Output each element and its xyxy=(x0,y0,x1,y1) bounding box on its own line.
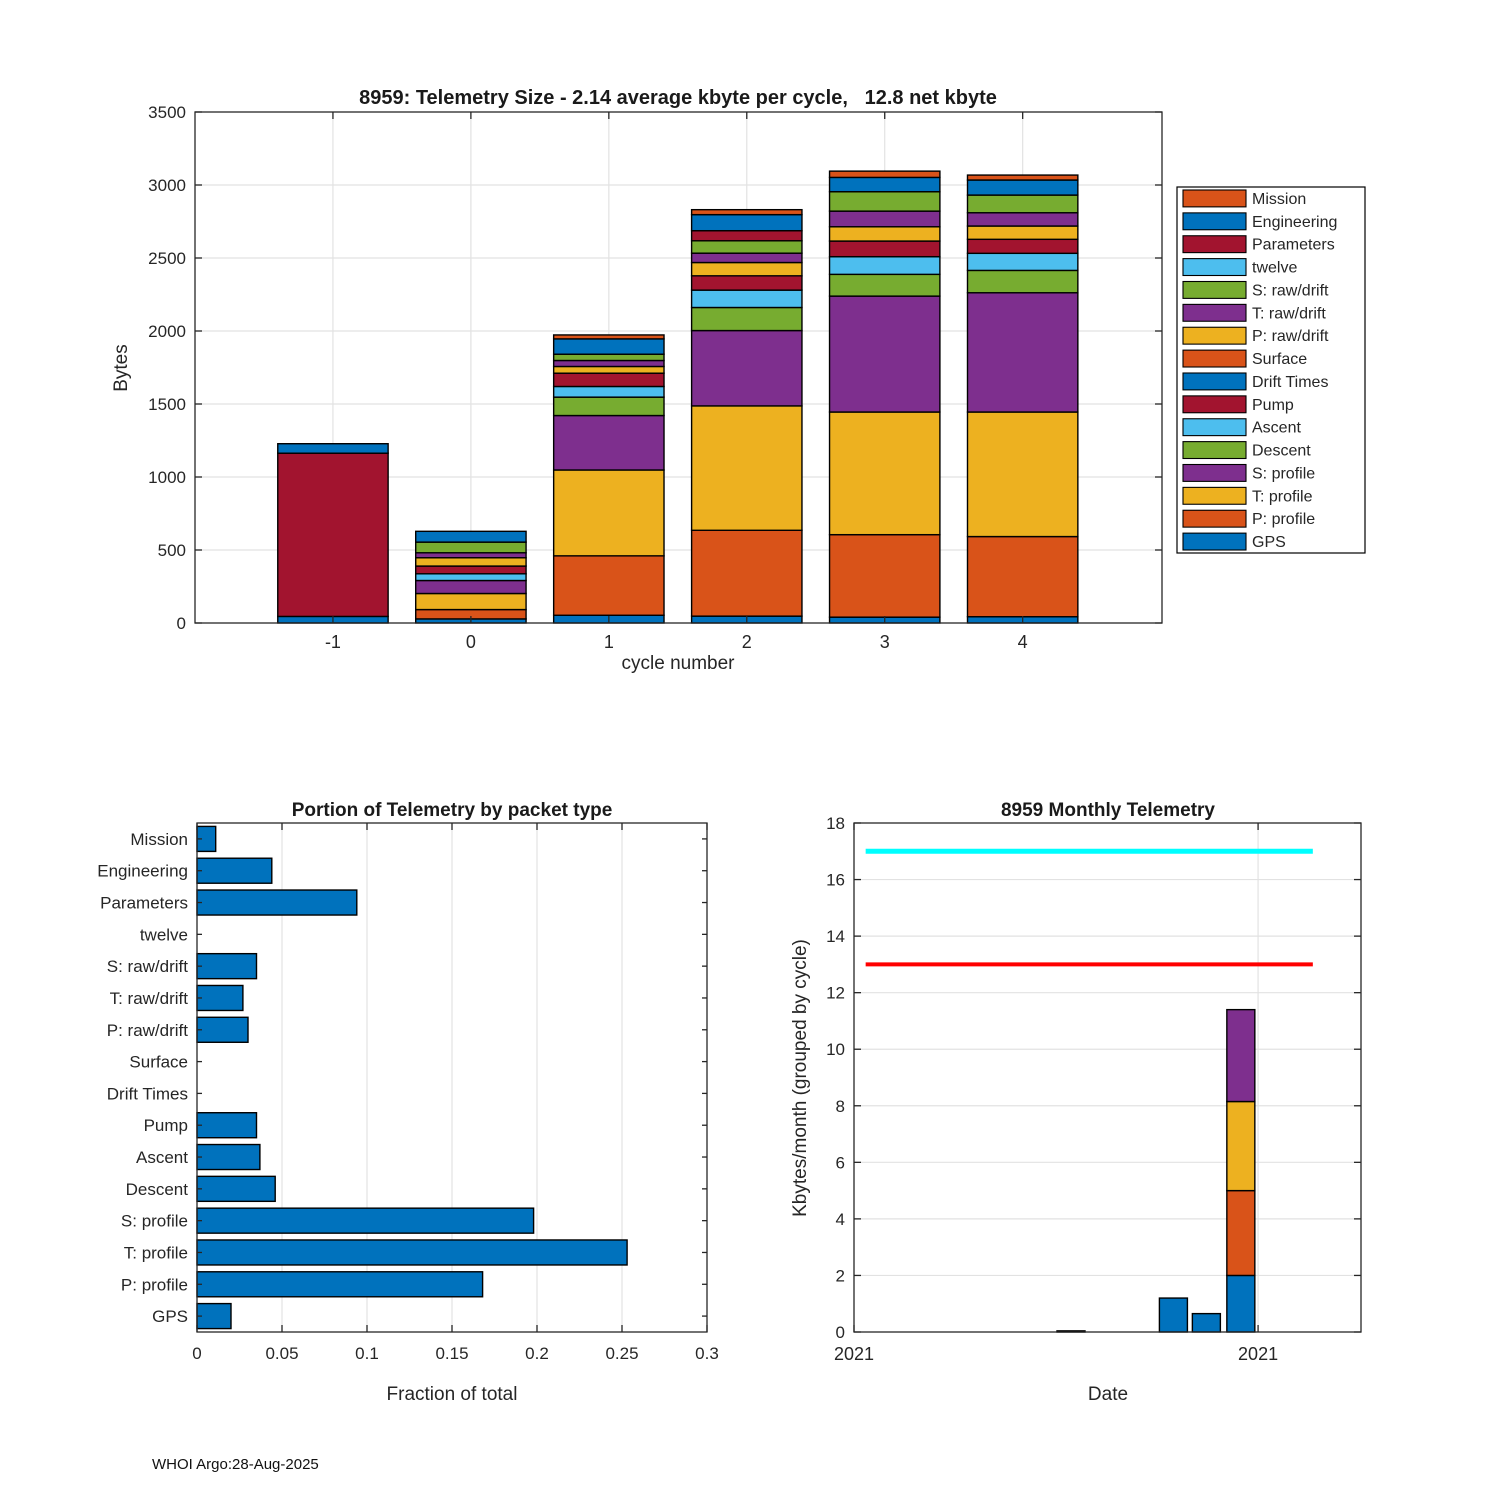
x-tick-label: 4 xyxy=(1017,632,1028,652)
legend-swatch xyxy=(1183,236,1246,253)
y-tick-label: 1500 xyxy=(148,395,186,414)
bar-segment-p--profile xyxy=(554,556,664,615)
category-label: S: raw/drift xyxy=(106,957,188,977)
x-tick-label: 2 xyxy=(741,632,752,652)
x-tick-label: 0.05 xyxy=(265,1344,299,1363)
legend-label: P: profile xyxy=(1252,511,1316,529)
bar-segment-p--raw-drift xyxy=(416,558,526,566)
category-label: twelve xyxy=(139,925,188,945)
bar-segment-p--profile xyxy=(692,530,802,616)
monthly-bar-segment xyxy=(1159,1298,1187,1332)
monthly-chart-title: 8959 Monthly Telemetry xyxy=(1000,800,1216,821)
legend-label: twelve xyxy=(1252,259,1298,277)
legend-swatch xyxy=(1183,190,1246,207)
x-tick-label: 2021 xyxy=(833,1344,875,1364)
portion-bar-t--profile xyxy=(197,1240,627,1265)
bar-segment-t--raw-drift xyxy=(416,553,526,558)
bar-segment-t--profile xyxy=(830,412,940,535)
bar-segment-engineering xyxy=(830,177,940,191)
legend-swatch xyxy=(1183,350,1246,367)
y-tick-label: 3000 xyxy=(148,176,186,195)
bar-segment-descent xyxy=(967,270,1077,292)
category-label: Pump xyxy=(143,1116,188,1136)
x-tick-label: 0.15 xyxy=(435,1344,469,1363)
legend-swatch xyxy=(1183,396,1246,413)
telemetry-size-title: 8959: Telemetry Size - 2.14 average kbyte per cycle, 12.8 net kbyte xyxy=(359,87,997,109)
category-label: T: profile xyxy=(123,1243,188,1263)
legend-label: Descent xyxy=(1252,442,1311,460)
x-tick-label: 0 xyxy=(192,1344,202,1363)
bar-segment-s--raw-drift xyxy=(554,354,664,360)
bar-segment-p--raw-drift xyxy=(967,226,1077,239)
bar-segment-engineering xyxy=(416,531,526,542)
portion-bar-t--raw-drift xyxy=(197,985,243,1010)
bar-segment-s--profile xyxy=(967,293,1077,412)
bar-segment-engineering xyxy=(554,339,664,354)
legend-label: S: profile xyxy=(1252,465,1316,483)
category-label: Ascent xyxy=(136,1148,188,1168)
x-tick-label: 0.25 xyxy=(605,1344,639,1363)
x-tick-label: 0 xyxy=(465,632,476,652)
y-tick-label: 16 xyxy=(826,870,845,890)
bar-segment-ascent xyxy=(692,290,802,307)
bar-segment-descent xyxy=(692,307,802,330)
y-tick-label: 0 xyxy=(835,1323,845,1342)
bar-segment-mission xyxy=(967,175,1077,180)
bar-segment-t--profile xyxy=(416,594,526,610)
figure-footer: WHOI Argo:28-Aug-2025 xyxy=(152,1456,319,1473)
portion-bar-descent xyxy=(197,1176,275,1201)
category-label: GPS xyxy=(152,1307,188,1327)
bar-segment-ascent xyxy=(967,253,1077,270)
bar-segment-mission xyxy=(554,335,664,339)
y-tick-label: 4 xyxy=(835,1209,845,1229)
legend-label: GPS xyxy=(1252,534,1286,552)
legend-swatch xyxy=(1183,419,1246,436)
legend-swatch xyxy=(1183,442,1246,459)
telemetry-size-xlabel: cycle number xyxy=(621,653,735,674)
x-tick-label: 0.1 xyxy=(355,1344,379,1363)
bar-segment-p--raw-drift xyxy=(554,366,664,373)
bar-segment-s--profile xyxy=(554,416,664,470)
bar-segment-s--profile xyxy=(830,296,940,412)
bar-segment-p--profile xyxy=(967,537,1077,617)
bar-segment-t--profile xyxy=(967,412,1077,537)
monthly-bar-segment xyxy=(1227,1191,1255,1276)
bar-segment-mission xyxy=(692,210,802,215)
bar-segment-s--raw-drift xyxy=(967,195,1077,213)
y-tick-label: 12 xyxy=(826,983,845,1003)
bar-segment-pump xyxy=(692,276,802,290)
y-tick-label: 10 xyxy=(826,1040,845,1060)
bar-segment-ascent xyxy=(830,257,940,275)
bar-segment-ascent xyxy=(554,386,664,397)
y-tick-label: 8 xyxy=(835,1096,845,1116)
telemetry-size-ylabel: Bytes xyxy=(111,344,132,392)
bar-segment-pump xyxy=(554,373,664,386)
legend-label: T: raw/drift xyxy=(1252,305,1326,323)
y-tick-label: 6 xyxy=(835,1153,845,1173)
monthly-bar-segment xyxy=(1227,1275,1255,1332)
legend-swatch xyxy=(1183,465,1246,482)
portion-bar-pump xyxy=(197,1113,257,1138)
telemetry-size-legend xyxy=(1177,187,1365,553)
bar-segment-pump xyxy=(830,241,940,257)
monthly-chart-xlabel: Date xyxy=(1087,1384,1129,1405)
legend-label: Engineering xyxy=(1252,213,1338,231)
legend-label: Mission xyxy=(1252,190,1307,208)
category-label: Descent xyxy=(125,1179,188,1199)
portion-bar-engineering xyxy=(197,858,272,883)
bar-segment-t--raw-drift xyxy=(554,360,664,366)
y-tick-label: 1000 xyxy=(148,468,186,487)
y-tick-label: 18 xyxy=(826,814,845,833)
category-label: P: profile xyxy=(120,1275,188,1295)
bar-segment-p--raw-drift xyxy=(830,227,940,241)
portion-bar-gps xyxy=(197,1304,231,1329)
y-tick-label: 500 xyxy=(157,541,186,560)
category-label: Engineering xyxy=(97,861,188,881)
bar-segment-t--raw-drift xyxy=(830,211,940,227)
legend-swatch xyxy=(1183,213,1246,230)
portion-bar-s--raw-drift xyxy=(197,954,257,979)
legend-label: Pump xyxy=(1252,396,1294,414)
category-label: Parameters xyxy=(100,893,188,913)
category-label: P: raw/drift xyxy=(106,1020,188,1040)
portion-bar-parameters xyxy=(197,890,357,915)
portion-chart xyxy=(97,823,719,1363)
category-label: Drift Times xyxy=(106,1084,188,1104)
monthly-axes-box xyxy=(854,823,1361,1332)
bar-segment-t--profile xyxy=(692,406,802,530)
legend-swatch xyxy=(1183,304,1246,321)
category-label: S: profile xyxy=(120,1211,188,1231)
bar-segment-descent xyxy=(830,274,940,296)
bar-segment-parameters xyxy=(278,453,388,616)
bar-segment-t--profile xyxy=(554,470,664,556)
legend-swatch xyxy=(1183,510,1246,527)
monthly-chart xyxy=(826,814,1361,1364)
bar-segment-ascent xyxy=(416,574,526,581)
y-tick-label: 2500 xyxy=(148,249,186,268)
portion-chart-title: Portion of Telemetry by packet type xyxy=(291,800,613,821)
legend-swatch xyxy=(1183,373,1246,390)
y-tick-label: 2000 xyxy=(148,322,186,341)
bar-segment-s--profile xyxy=(416,581,526,594)
bar-segment-engineering xyxy=(278,444,388,453)
bar-segment-s--raw-drift xyxy=(416,542,526,553)
monthly-bar-segment xyxy=(1227,1010,1255,1102)
y-tick-label: 2 xyxy=(835,1266,845,1286)
legend-label: P: raw/drift xyxy=(1252,328,1329,346)
bar-segment-t--raw-drift xyxy=(967,213,1077,226)
bar-segment-engineering xyxy=(692,215,802,231)
legend-swatch xyxy=(1183,487,1246,504)
monthly-bar-segment xyxy=(1192,1314,1220,1332)
portion-bar-p--raw-drift xyxy=(197,1017,248,1042)
bar-segment-pump xyxy=(967,239,1077,253)
x-tick-label: 0.2 xyxy=(525,1344,549,1363)
legend-label: Drift Times xyxy=(1252,373,1329,391)
x-tick-label: 1 xyxy=(603,632,614,652)
legend-label: Surface xyxy=(1252,351,1308,369)
y-tick-label: 14 xyxy=(826,927,845,947)
legend-label: S: raw/drift xyxy=(1252,282,1329,300)
legend-swatch xyxy=(1183,327,1246,344)
legend-swatch xyxy=(1183,282,1246,299)
portion-bar-ascent xyxy=(197,1145,260,1170)
y-tick-label: 3500 xyxy=(148,103,186,122)
legend-swatch xyxy=(1183,259,1246,276)
portion-chart-xlabel: Fraction of total xyxy=(386,1384,518,1405)
portion-bar-s--profile xyxy=(197,1208,534,1233)
legend-label: Parameters xyxy=(1252,236,1335,254)
bar-segment-mission xyxy=(830,171,940,177)
portion-bar-p--profile xyxy=(197,1272,483,1297)
bar-segment-descent xyxy=(554,397,664,415)
legend-label: Ascent xyxy=(1252,419,1301,437)
legend-swatch xyxy=(1183,533,1246,550)
category-label: Surface xyxy=(129,1052,188,1072)
telemetry-size-chart xyxy=(148,103,1162,652)
bar-segment-p--profile xyxy=(830,535,940,617)
bar-segment-t--raw-drift xyxy=(692,253,802,262)
y-tick-label: 0 xyxy=(176,614,186,633)
legend-label: T: profile xyxy=(1252,488,1313,506)
bar-segment-s--raw-drift xyxy=(830,192,940,211)
bar-segment-pump xyxy=(416,566,526,574)
x-tick-label: -1 xyxy=(324,632,341,652)
bar-segment-s--raw-drift xyxy=(692,241,802,253)
category-label: T: raw/drift xyxy=(109,988,188,1008)
bar-segment-parameters xyxy=(692,231,802,241)
x-tick-label: 2021 xyxy=(1238,1344,1279,1364)
bar-segment-engineering xyxy=(967,180,1077,195)
x-tick-label: 3 xyxy=(879,632,890,652)
bar-segment-s--profile xyxy=(692,331,802,406)
x-tick-label: 0.3 xyxy=(695,1344,719,1363)
monthly-chart-ylabel: Kbytes/month (grouped by cycle) xyxy=(790,939,811,1217)
category-label: Mission xyxy=(130,829,188,849)
monthly-bar-segment xyxy=(1227,1102,1255,1191)
bar-segment-p--raw-drift xyxy=(692,263,802,276)
